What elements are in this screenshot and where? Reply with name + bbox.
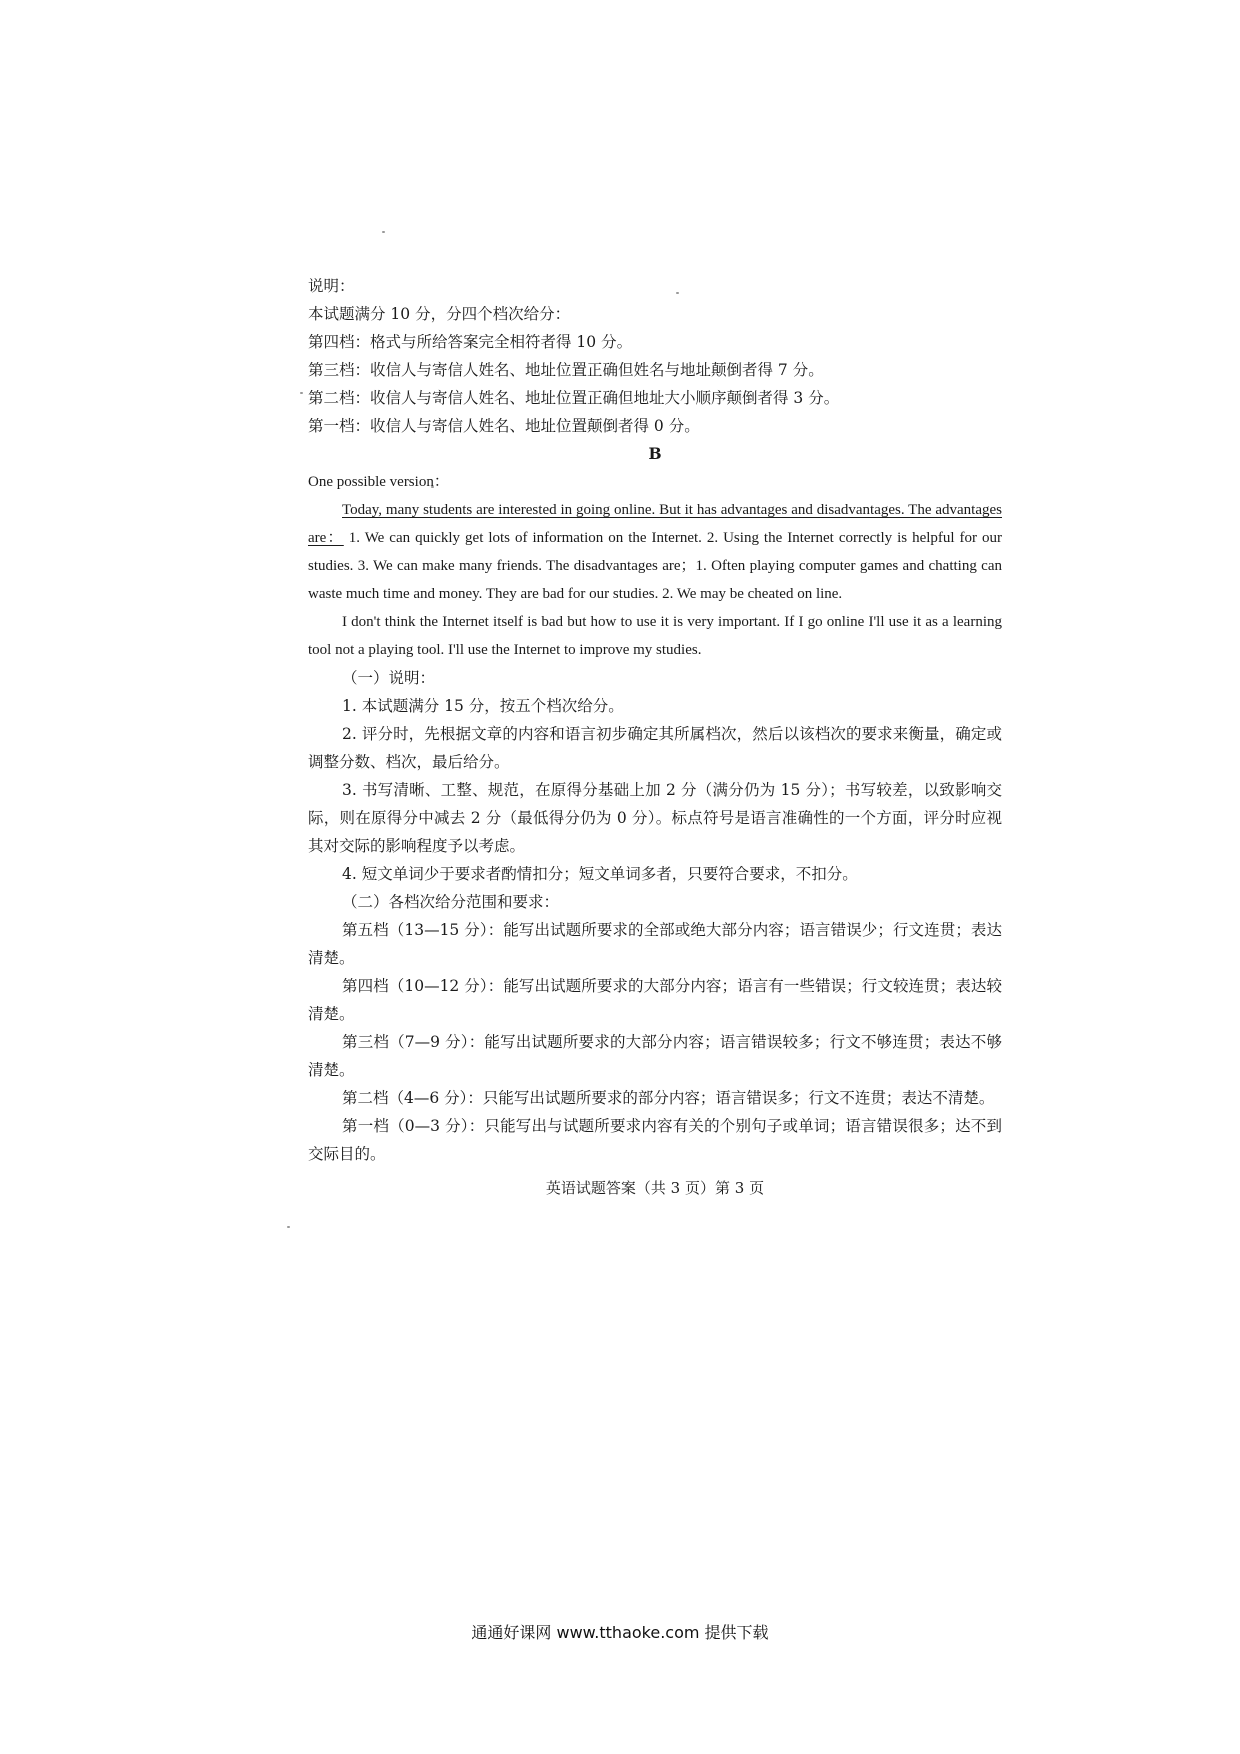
section-b-label: B [648, 444, 662, 463]
notes-item: 第四档：格式与所给答案完全相符者得 10 分。 [308, 333, 633, 351]
page-footer: 英语试题答案（共 3 页）第 3 页 [545, 1179, 765, 1197]
scoring-note: 1. 本试题满分 15 分，按五个档次给分。 [342, 697, 624, 715]
notes-item: 本试题满分 10 分，分四个档次给分： [308, 305, 571, 323]
underlined-text: Today, many students are interested in going online. But it has advantages and disadvantages. The advantages are： [308, 502, 1002, 546]
grade-level: 第四档（10—12 分）：能写出试题所要求的大部分内容；语言有一些错误；行文较连贯；表达较清楚。 [308, 977, 1002, 1023]
scan-speck [382, 231, 385, 233]
essay-text: 1. We can quickly get lots of information on the Internet. 2. Using the Internet correctly is helpful for our studies. 3. We can make many friends. The disadvantages are；1. Often playing computer games and chatting can waste much time and money. They are bad for our studies. 2. We may be cheated on line. [308, 530, 1002, 602]
sample-essay-paragraph-1 [308, 496, 1002, 608]
scan-speck [300, 392, 303, 394]
notes-item: 第二档：收信人与寄信人姓名、地址位置正确但地址大小顺序颠倒者得 3 分。 [308, 389, 840, 407]
site-footer: 通通好课网 www.tthaoke.com 提供下载 [471, 1623, 769, 1642]
answer-content [308, 272, 1002, 1217]
grade-level: 第一档（0—3 分）：只能写出与试题所要求内容有关的个别句子或单词；语言错误很多；达不到交际目的。 [308, 1117, 1002, 1163]
scoring-note: 4. 短文单词少于要求者酌情扣分；短文单词多者，只要符合要求，不扣分。 [342, 865, 858, 883]
grade-levels-heading: （二）各档次给分范围和要求： [342, 893, 560, 911]
notes-item: 第三档：收信人与寄信人姓名、地址位置正确但姓名与地址颠倒者得 7 分。 [308, 361, 824, 379]
scoring-notes-heading: （一）说明： [342, 669, 436, 687]
notes-item: 第一档：收信人与寄信人姓名、地址位置颠倒者得 0 分。 [308, 417, 700, 435]
grade-level: 第二档（4—6 分）：只能写出试题所要求的部分内容；语言错误多；行文不连贯；表达不清楚。 [342, 1089, 995, 1107]
version-intro: One possible version： [308, 474, 449, 490]
notes-heading: 说明： [308, 277, 355, 295]
grade-level: 第三档（7—9 分）：能写出试题所要求的大部分内容；语言错误较多；行文不够连贯；表达不够清楚。 [308, 1033, 1002, 1079]
sample-essay-paragraph-2: I don't think the Internet itself is bad but how to use it is very important. If I go online I'll use it as a learning tool not a playing tool. I'll use the Internet to improve my studies. [308, 614, 1002, 658]
scan-speck [287, 1226, 290, 1228]
grade-level: 第五档（13—15 分）：能写出试题所要求的全部或绝大部分内容；语言错误少；行文连贯；表达清楚。 [308, 921, 1002, 967]
scoring-note: 2. 评分时，先根据文章的内容和语言初步确定其所属档次，然后以该档次的要求来衡量，确定或调整分数、档次，最后给分。 [308, 725, 1002, 771]
scoring-note: 3. 书写清晰、工整、规范，在原得分基础上加 2 分（满分仍为 15 分）；书写较差，以致影响交际，则在原得分中减去 2 分（最低得分仍为 0 分）。标点符号是语言准确性的一个方面，评分时应视其对交际的影响程度予以考虑。 [308, 781, 1002, 855]
